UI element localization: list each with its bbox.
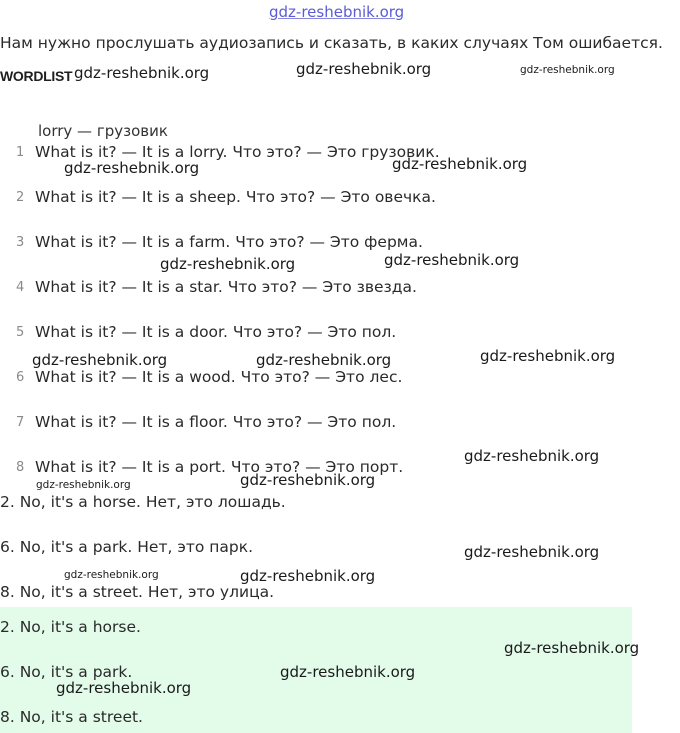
- correction-line: 8. No, it's a street. Нет, это улица.: [0, 583, 275, 601]
- sentence-text: What is it? — It is a farm. Что это? — Это ферма.: [35, 233, 423, 251]
- wordlist-heading: WORDLIST: [0, 68, 73, 84]
- watermark: gdz-reshebnik.org: [480, 347, 616, 365]
- watermark: gdz-reshebnik.org: [74, 64, 210, 82]
- sentence-number: 2: [16, 190, 25, 205]
- sentence-text: What is it? — It is a floor. Что это? — Это пол.: [35, 413, 397, 431]
- watermark: gdz-reshebnik.org: [280, 663, 416, 681]
- sentence-text: What is it? — It is a port. Что это? — Это порт.: [35, 458, 404, 476]
- watermark: gdz-reshebnik.org: [160, 255, 296, 273]
- watermark: gdz-reshebnik.org: [240, 567, 376, 585]
- sentence-number: 3: [16, 235, 25, 250]
- answer-line: 8. No, it's a street.: [0, 708, 143, 726]
- sentence-text: What is it? — It is a lorry. Что это? — Это грузовик.: [35, 143, 440, 161]
- answer-line: 2. No, it's a horse.: [0, 618, 141, 636]
- watermark: gdz-reshebnik.org: [464, 447, 600, 465]
- sentence-text: What is it? — It is a door. Что это? — Это пол.: [35, 323, 397, 341]
- watermark: gdz-reshebnik.org: [392, 155, 528, 173]
- watermark: gdz-reshebnik.org: [240, 471, 376, 489]
- watermark: gdz-reshebnik.org: [256, 351, 392, 369]
- sentence-number: 5: [16, 325, 25, 340]
- answer-line: 6. No, it's a park.: [0, 663, 133, 681]
- watermark: gdz-reshebnik.org: [36, 479, 131, 491]
- watermark: gdz-reshebnik.org: [32, 351, 168, 369]
- watermark: gdz-reshebnik.org: [64, 569, 159, 581]
- sentence-text: What is it? — It is a star. Что это? — Это звезда.: [35, 278, 417, 296]
- watermark: gdz-reshebnik.org: [464, 543, 600, 561]
- sentence-number: 4: [16, 280, 25, 295]
- wordlist-cut-text: lorry — грузовик: [38, 122, 168, 140]
- watermark: gdz-reshebnik.org: [56, 679, 192, 697]
- watermark: gdz-reshebnik.org: [504, 639, 640, 657]
- sentence-number: 8: [16, 460, 25, 475]
- sentence-number: 7: [16, 415, 25, 430]
- task-intro: Нам нужно прослушать аудиозапись и сказать, в каких случаях Том ошибается.: [0, 34, 663, 52]
- sentence-number: 6: [16, 370, 25, 385]
- sentence-number: 1: [16, 145, 25, 160]
- watermark: gdz-reshebnik.org: [520, 64, 615, 76]
- correction-line: 2. No, it's a horse. Нет, это лошадь.: [0, 493, 286, 511]
- sentence-text: What is it? — It is a wood. Что это? — Это лес.: [35, 368, 403, 386]
- watermark: gdz-reshebnik.org: [384, 251, 520, 269]
- site-watermark: gdz-reshebnik.org: [269, 3, 405, 21]
- watermark: gdz-reshebnik.org: [296, 60, 432, 78]
- watermark: gdz-reshebnik.org: [64, 159, 200, 177]
- sentence-text: What is it? — It is a sheep. Что это? — Это овечка.: [35, 188, 436, 206]
- wordlist-cut-line: [38, 118, 168, 140]
- correction-line: 6. No, it's a park. Нет, это парк.: [0, 538, 254, 556]
